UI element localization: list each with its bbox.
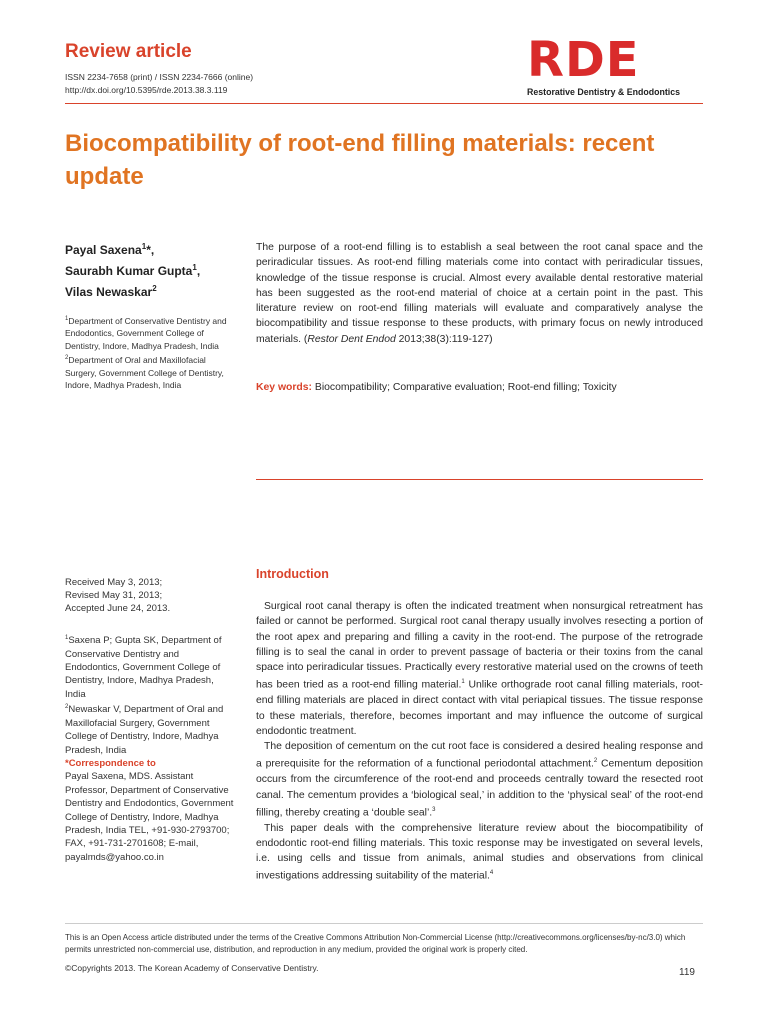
affiliation-2: $^2$Department of Oral and Maxillofacial Surgery, Government College of Dentistry, Indore, Madhya Pradesh, India <box>65 355 224 391</box>
affiliations <box>65 313 230 392</box>
correspondence-label: *Correspondence to <box>65 757 156 769</box>
keywords <box>256 380 703 395</box>
license-notice: This is an Open Access article distributed under the terms of the Creative Commons Attribution Non-Commercial License (http://creativecommons.org/licenses/by-nc/3.0) which permits unrestricted non-commercial use, distribution, and reproduction in any medium, provided the original work is properly cited. <box>65 933 686 954</box>
paragraph-3: This paper deals with the comprehensive literature review about the biocompatibility of endodontic root-end filling materials. This toxic response may be investigated on several levels, i.e. using cells and tissue from animals, animal studies and observations from clinical investigations addressing suitability of the material.$^4$ <box>256 822 703 882</box>
journal-meta <box>65 71 253 97</box>
author-1: Payal Saxena$^1$*, <box>65 242 155 257</box>
issn-line: ISSN 2234-7658 (print) / ISSN 2234-7666 (online) <box>65 72 254 82</box>
journal-logo: RDE <box>527 32 640 88</box>
page-number: 119 <box>679 967 695 978</box>
paragraph-1: Surgical root canal therapy is often the indicated treatment when nonsurgical retreatment has failed or cannot be performed. Surgical root canal therapy usually involves resecting a portion of the root apex and preparing and filling a cavity in the root-end. The purpose of the retrograde filling is to seal the canal in order to prevent passage of bacteria or their toxins from the canal space into periradicular tissues. Practically every restorative material used on the crowns of teeth has been tried as a root-end filling material.$^1$ Unlike orthograde root canal filling materials, root-end filling materials are placed in direct contact with vital periapical tissues. The tissue response to these materials, therefore, becomes important and may influence the outcome of surgical endodontic treatment. <box>256 601 703 737</box>
paper-title: Biocompatibility of root-end filling materials: recent update <box>65 130 655 190</box>
contributor-2: $^2$Newaskar V, Department of Oral and Maxillofacial Surgery, Government College of Dentistry, Indore, Madhya Pradesh, India <box>65 704 224 756</box>
header-divider <box>65 103 703 104</box>
doi-link[interactable]: http://dx.doi.org/10.5395/rde.2013.38.3.119 <box>65 85 228 95</box>
abstract: The purpose of a root-end filling is to establish a seal between the root canal space and the periradicular tissues. As root-end filling materials come into contact with periradicular tissues, knowledge of the tissue response is crucial. Almost every available dental restorative material has been suggested as the root-end material of choice at a certain point in the past. This literature review on root-end filling materials will evaluate and comparatively analyse the biocompatibility and tissue response to these products, with primary focus on newly introduced materials. (Restor Dent Endod 2013;38(3):119-127) <box>256 242 703 345</box>
author-3: Vilas Newaskar$^2$ <box>65 284 157 299</box>
journal-citation-abbrev: Restor Dent Endod <box>307 333 396 345</box>
author-2: Saurabh Kumar Gupta$^1$, <box>65 263 201 278</box>
article-dates: Received May 3, 2013; Revised May 31, 2013; Accepted June 24, 2013. <box>65 577 171 614</box>
journal-name: Restorative Dentistry & Endodontics <box>527 87 680 97</box>
introduction-body <box>256 599 703 884</box>
keywords-text: Biocompatibility; Comparative evaluation; Root-end filling; Toxicity <box>312 382 617 393</box>
contributor-info <box>65 632 235 864</box>
abstract-divider <box>256 479 703 480</box>
keywords-label: Key words: <box>256 382 313 393</box>
section-heading-introduction: Introduction <box>256 567 329 581</box>
author-list <box>65 238 200 301</box>
paragraph-2: The deposition of cementum on the cut root face is considered a desired healing response and a prerequisite for the reformation of a functional periodontal attachment.$^2$ Cementum deposition occurs from the circumference of the root-end and proceeds centrally toward the resected root canal. The cementum provides a ‘biological seal,’ in addition to the ‘physical seal’ of the root-end filling, thereby creating a ‘double seal’.$^3$ <box>256 741 703 819</box>
copyright-notice: ©Copyrights 2013. The Korean Academy of Conservative Dentistry. <box>65 963 319 973</box>
correspondence-details: Payal Saxena, MDS. Assistant Professor, Department of Conservative Dentistry and Endodontics, Government College of Dentistry, Indore, Madhya Pradesh, India TEL, +91-930-2793700; FAX, +91-731-2701608; E-mail, payalmds@yahoo.co.in <box>65 771 234 863</box>
affiliation-1: $^1$Department of Conservative Dentistry and Endodontics, Government College of Dentistry, Indore, Madhya Pradesh, India <box>65 315 227 351</box>
contributor-1: $^1$Saxena P; Gupta SK, Department of Conservative Dentistry and Endodontics, Government College of Dentistry, Indore, Madhya Pradesh, India <box>65 635 222 700</box>
article-type-label: Review article <box>65 41 192 62</box>
footer-divider <box>65 923 703 924</box>
